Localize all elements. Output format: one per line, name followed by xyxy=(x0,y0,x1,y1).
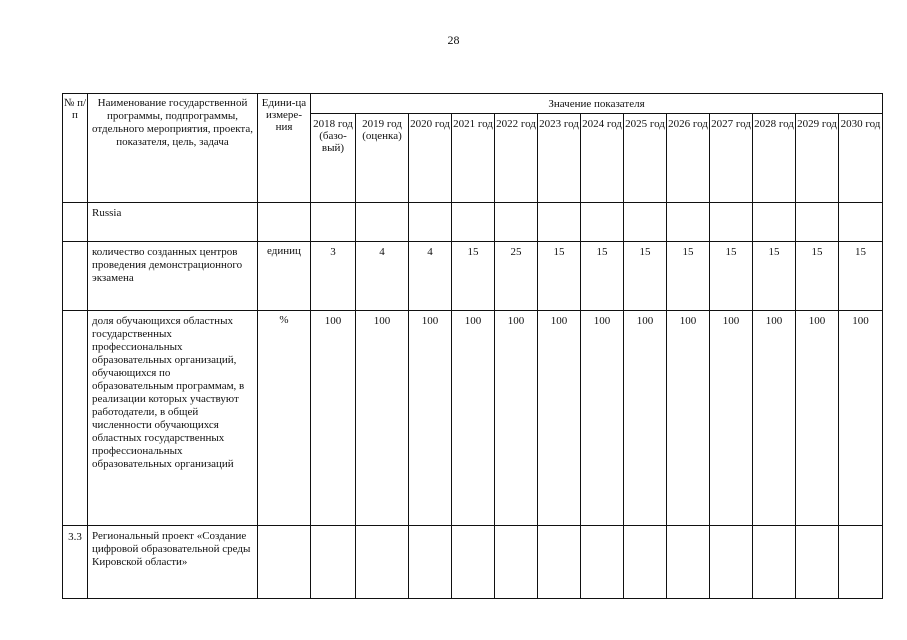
row-value xyxy=(495,203,538,242)
header-year: 2026 год xyxy=(667,114,710,203)
header-year: 2019 год (оценка) xyxy=(356,114,409,203)
table-row xyxy=(63,311,883,526)
header-year: 2029 год xyxy=(796,114,839,203)
table-row xyxy=(63,242,883,311)
row-value xyxy=(753,526,796,599)
header-unit: Едини-ца измере-ния xyxy=(258,94,311,203)
row-num xyxy=(63,311,88,526)
header-year: 2023 год xyxy=(538,114,581,203)
row-value xyxy=(495,526,538,599)
row-value: 15 xyxy=(581,242,624,311)
row-value: 100 xyxy=(452,311,495,526)
row-value: 100 xyxy=(311,311,356,526)
row-value xyxy=(667,526,710,599)
row-value xyxy=(839,203,883,242)
row-value: 100 xyxy=(710,311,753,526)
row-name: доля обучающихся областных государственных профессиональных образовательных организаций, обучающихся по образовательным программам, в реализации которых участвуют работодатели, в общей численности обучающихся областных государственных профессиональных образовательных организаций xyxy=(88,311,258,526)
header-year: 2028 год xyxy=(753,114,796,203)
header-year: 2024 год xyxy=(581,114,624,203)
row-value xyxy=(538,203,581,242)
row-value xyxy=(452,203,495,242)
row-value xyxy=(538,526,581,599)
row-value xyxy=(409,203,452,242)
row-value: 100 xyxy=(538,311,581,526)
header-year: 2030 год xyxy=(839,114,883,203)
row-value: 100 xyxy=(839,311,883,526)
row-value xyxy=(710,203,753,242)
row-unit xyxy=(258,526,311,599)
row-num xyxy=(63,203,88,242)
row-value xyxy=(311,526,356,599)
header-year: 2020 год xyxy=(409,114,452,203)
row-num xyxy=(63,242,88,311)
row-name: количество созданных центров проведения демонстрационного экзамена xyxy=(88,242,258,311)
row-unit xyxy=(258,203,311,242)
row-value: 100 xyxy=(356,311,409,526)
row-num: 3.3 xyxy=(63,526,88,599)
row-value xyxy=(409,526,452,599)
row-value xyxy=(753,203,796,242)
page-number: 28 xyxy=(447,33,460,47)
row-value: 100 xyxy=(409,311,452,526)
header-num: № п/п xyxy=(63,94,88,203)
row-value: 100 xyxy=(624,311,667,526)
row-unit: единиц xyxy=(258,242,311,311)
header-year: 2027 год xyxy=(710,114,753,203)
row-name: Региональный проект «Создание цифровой образовательной среды Кировской области» xyxy=(88,526,258,599)
row-value xyxy=(356,526,409,599)
row-value: 15 xyxy=(710,242,753,311)
row-value: 100 xyxy=(667,311,710,526)
row-value: 100 xyxy=(796,311,839,526)
row-value: 15 xyxy=(839,242,883,311)
row-value: 15 xyxy=(452,242,495,311)
row-value xyxy=(452,526,495,599)
row-value: 25 xyxy=(495,242,538,311)
row-value: 4 xyxy=(409,242,452,311)
row-value: 3 xyxy=(311,242,356,311)
header-name: Наименование государственной программы, подпрограммы, отдельного мероприятия, проекта, показателя, цель, задача xyxy=(88,94,258,203)
row-value: 100 xyxy=(495,311,538,526)
row-value xyxy=(356,203,409,242)
table-row xyxy=(63,203,883,242)
row-value xyxy=(710,526,753,599)
header-value: Значение показателя xyxy=(311,94,883,114)
row-value: 4 xyxy=(356,242,409,311)
row-value xyxy=(624,203,667,242)
header-year: 2021 год xyxy=(452,114,495,203)
row-value xyxy=(624,526,667,599)
row-value: 15 xyxy=(538,242,581,311)
row-name: Russia xyxy=(88,203,258,242)
row-value: 100 xyxy=(753,311,796,526)
indicator-table xyxy=(62,93,883,599)
row-value: 15 xyxy=(753,242,796,311)
row-value xyxy=(796,203,839,242)
row-value xyxy=(796,526,839,599)
row-unit: % xyxy=(258,311,311,526)
table-row xyxy=(63,526,883,599)
row-value xyxy=(667,203,710,242)
row-value: 15 xyxy=(624,242,667,311)
row-value xyxy=(581,203,624,242)
row-value xyxy=(311,203,356,242)
header-year: 2025 год xyxy=(624,114,667,203)
header-year: 2022 год xyxy=(495,114,538,203)
row-value: 15 xyxy=(796,242,839,311)
row-value xyxy=(581,526,624,599)
row-value: 15 xyxy=(667,242,710,311)
row-value: 100 xyxy=(581,311,624,526)
header-year: 2018 год (базо-вый) xyxy=(311,114,356,203)
row-value xyxy=(839,526,883,599)
